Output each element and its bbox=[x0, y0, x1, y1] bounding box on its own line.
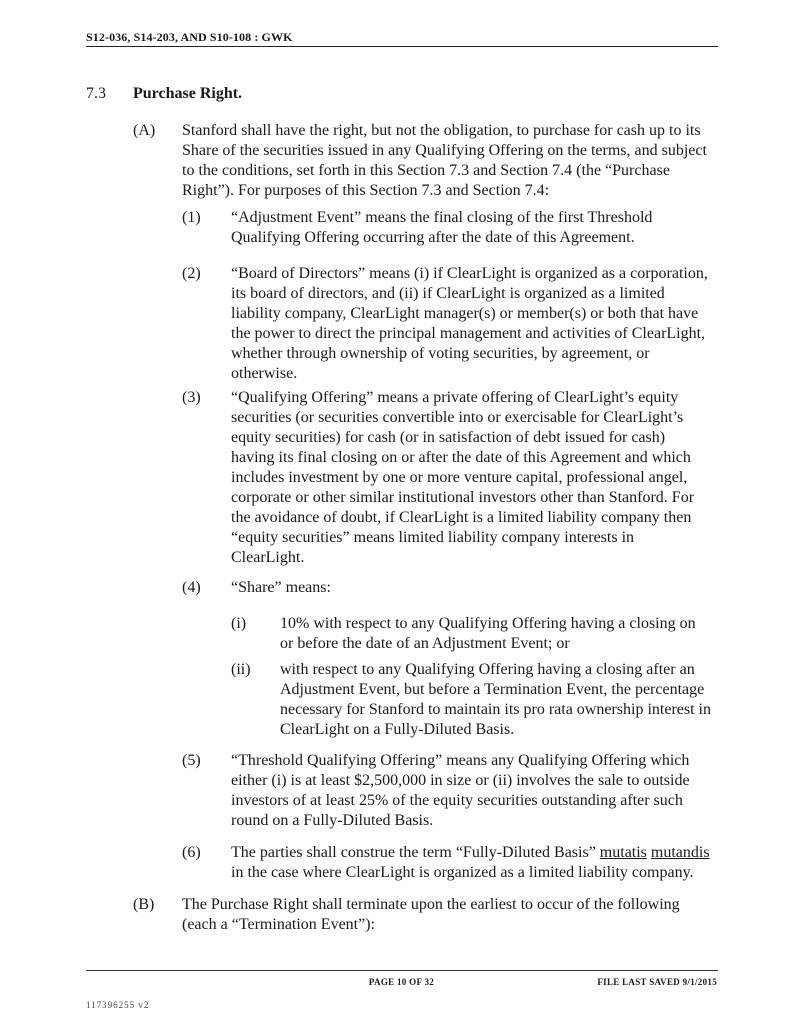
definition-1-label: (1) bbox=[182, 209, 201, 226]
text-line bbox=[231, 843, 710, 863]
definition-5-text bbox=[231, 751, 690, 831]
definition-4-label: (4) bbox=[182, 579, 201, 596]
text-line: “Board of Directors” means (i) if ClearLight is organized as a corporation, bbox=[231, 265, 708, 282]
definition-5-label: (5) bbox=[182, 752, 201, 769]
subclause-ii-text bbox=[280, 660, 711, 740]
definition-6-text bbox=[231, 843, 710, 883]
document-id: 117396255 v2 bbox=[86, 1000, 150, 1010]
text-line: equity securities) for cash (or in satisfaction of debt issued for cash) bbox=[231, 429, 666, 446]
text-line: ClearLight. bbox=[231, 549, 305, 566]
text-line: Right”). For purposes of this Section 7.3 and Section 7.4: bbox=[182, 182, 550, 199]
text-line: investors of at least 25% of the equity securities outstanding after such bbox=[231, 792, 683, 809]
text-line: 10% with respect to any Qualifying Offering having a closing on bbox=[280, 615, 696, 632]
text-line: “equity securities” means limited liability company interests in bbox=[231, 529, 635, 546]
text-line: includes investment by one or more venture capital, professional angel, bbox=[231, 469, 688, 486]
text-line: Share of the securities issued in any Qualifying Offering on the terms, and subject bbox=[182, 142, 707, 159]
text-line: with respect to any Qualifying Offering having a closing after an bbox=[280, 661, 695, 678]
definition-1-text bbox=[231, 208, 652, 248]
text-line: whether through ownership of voting securities, by agreement, or bbox=[231, 345, 650, 362]
text-line: in the case where ClearLight is organized as a limited liability company. bbox=[231, 864, 694, 881]
text-line: Qualifying Offering occurring after the date of this Agreement. bbox=[231, 229, 635, 246]
text-line: (each a “Termination Event”): bbox=[182, 916, 375, 933]
file-saved-date: FILE LAST SAVED 9/1/2015 bbox=[597, 977, 717, 987]
text-span: The parties shall construe the term “Fully-Diluted Basis” bbox=[231, 844, 600, 861]
underlined-term: mutandis bbox=[650, 844, 710, 861]
paragraph-a-label: (A) bbox=[133, 122, 156, 139]
text-line: to the conditions, set forth in this Section 7.3 and Section 7.4 (the “Purchase bbox=[182, 162, 670, 179]
text-line: ClearLight on a Fully-Diluted Basis. bbox=[280, 721, 515, 738]
underlined-term: mutatis bbox=[599, 844, 647, 861]
definition-4-text: “Share” means: bbox=[231, 579, 331, 596]
definition-3-label: (3) bbox=[182, 389, 201, 406]
text-line: its board of directors, and (ii) if ClearLight is organized as a limited bbox=[231, 285, 665, 302]
text-line: Adjustment Event, but before a Termination Event, the percentage bbox=[280, 681, 705, 698]
header-divider bbox=[86, 46, 718, 47]
text-line: the power to direct the principal management and activities of ClearLight, bbox=[231, 325, 706, 342]
text-line: liability company, ClearLight manager(s) or member(s) or both that have bbox=[231, 305, 699, 322]
paragraph-b-label: (B) bbox=[133, 896, 155, 913]
text-line: Stanford shall have the right, but not the obligation, to purchase for cash up to its bbox=[182, 122, 701, 139]
text-line: The Purchase Right shall terminate upon the earliest to occur of the following bbox=[182, 896, 680, 913]
text-line: the avoidance of doubt, if ClearLight is a limited liability company then bbox=[231, 509, 692, 526]
footer-divider bbox=[86, 970, 718, 971]
text-line: either (i) is at least $2,500,000 in size or (ii) involves the sale to outside bbox=[231, 772, 690, 789]
text-line: round on a Fully-Diluted Basis. bbox=[231, 812, 434, 829]
subclause-i-label: (i) bbox=[231, 615, 247, 632]
text-line: “Qualifying Offering” means a private offering of ClearLight’s equity bbox=[231, 389, 679, 406]
definition-3-text bbox=[231, 388, 694, 568]
definition-2-label: (2) bbox=[182, 265, 201, 282]
text-line: “Adjustment Event” means the final closing of the first Threshold bbox=[231, 209, 653, 226]
paragraph-b-text bbox=[182, 895, 680, 935]
definition-6-label: (6) bbox=[182, 844, 201, 861]
text-line: securities (or securities convertible into or exercisable for ClearLight’s bbox=[231, 409, 684, 426]
text-line: or before the date of an Adjustment Event; or bbox=[280, 635, 570, 652]
text-line: otherwise. bbox=[231, 365, 298, 382]
section-title: Purchase Right. bbox=[133, 85, 243, 102]
subclause-ii-label: (ii) bbox=[231, 661, 251, 678]
text-line: having its final closing on or after the date of this Agreement and which bbox=[231, 449, 691, 466]
text-line: necessary for Stanford to maintain its pro rata ownership interest in bbox=[280, 701, 711, 718]
page-number: PAGE 10 OF 32 bbox=[368, 977, 435, 987]
definition-2-text bbox=[231, 264, 708, 384]
document-header: S12-036, S14-203, AND S10-108 : GWK bbox=[86, 30, 293, 44]
section-number: 7.3 bbox=[86, 85, 106, 102]
text-line: corporate or other similar institutional investors other than Stanford. For bbox=[231, 489, 695, 506]
paragraph-a-text bbox=[182, 121, 707, 201]
subclause-i-text bbox=[280, 614, 696, 654]
text-line: “Threshold Qualifying Offering” means any Qualifying Offering which bbox=[231, 752, 690, 769]
